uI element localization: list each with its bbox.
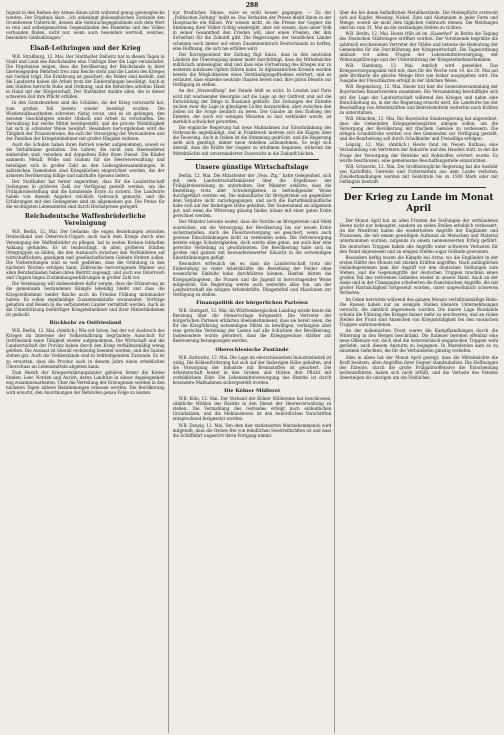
article-paragraph: An der „Verzweiflung“ der Feinde fehlt es nicht. In London und Paris wird mit wachsender Besorgnis auf die Lage an der Ostfront und auf die Entwicklung der Dinge in Russland geblickt. Die Zeitungen der Entente suchen zwar die Lage in günstigem Lichte darzustellen, aber zwischen den Zeilen ist die Sorge deutlich zu lesen. Der Glaube an den Endsieg der Entente, der noch vor wenigen Monaten so laut verkündet wurde, ist merklich schwächer geworden.	[172, 88, 332, 124]
article-paragraph: W.B. Kattowitz, 12. Mai. Die Lage im oberschlesischen Industriebezirk ist ruhig. Die Kohlenförderung hat sich auf der bisherigen Höhe gehalten, und die Versorgung der Industrie mit Brennstoffen ist gesichert. Die Arbeiterschaft leistet in den Gruben und Hütten ihre Pflicht mit vorbildlichem Eifer. Die Lebensmittelversorgung des Bezirks ist durch besondere Maßnahmen sichergestellt worden.	[172, 354, 332, 385]
column-3	[339, 10, 498, 733]
article-paragraph: W.B. Berlin, 12. Mai. Heute früh ist im „Kaiserhof“ in Berlin die Tagung des Deutschen Städtetages eröffnet worden. Der Vorsitzende begrüßte die zahlreich erschienenen Vertreter der Städte und betonte die Bedeutung der Gemeinden für die Durchführung der Kriegswirtschaft. Die Tagesordnung umfasst vor allem Fragen der Lebensmittelversorgung, der Wohnungsfürsorge und der Unterstützung der Kriegsteilnehmerfamilien.	[339, 31, 499, 62]
article-paragraph: Besonders erfreulich sei es, dass die Landwirtschaft trotz der Einberufung so vieler Arbeitskräfte die Bestellung der Felder ohne wesentliche Einbuße habe durchführen können. Hierbei hätten die Kriegsgefangenen, die Frauen und die Jugend in hervorragender Weise mitgewirkt. Die Regierung werde auch weiterhin alles tun, um der Landwirtschaft die nötigen Arbeitskräfte, Düngemittel und Maschinen zur Verfügung zu stellen.	[172, 261, 332, 297]
article-paragraph: W.B. Berlin, 12. Mai. Der Gedanke, die engen Beziehungen zwischen Deutschland und Österreich-Ungarn auch nach dem Kriege durch eine Vereinigung der Waffenbrüder zu pflegen, hat in weiten Kreisen lebhaften Anklang gefunden. Es ist beabsichtigt, in allen größeren Städten Ortsgruppen zu bilden, die den Austausch zwischen den Verbündeten auf wirtschaftlichem, geistigem und gesellschaftlichem Gebiete fördern sollen. Die Vorbereitungen sind so weit gediehen, dass die Gründung in den nächsten Wochen erfolgen kann. Zahlreiche hervorragende Männer aus allen Berufsständen haben ihren Beitritt zugesagt, und auch aus Österreich und Ungarn liegen Zustimmungserklärungen in großer Zahl vor.	[6, 229, 165, 281]
article-paragraph: Jugend in den Reihen der Armee ihnen nicht während genug geistesgleiche werden. Der Ergebnis lässt: „Ich unbedingt philosophischen Zustände den Grundwesen Unterricht, dessen alle Gebrauchsgegenstände sich dem Wert in rein und selbstgemachten Gegenständen des Handelns und des Volkes verbunden finden, nicht nur, wenn auch besonders wertvoll, welches, besonders Geldzahlungen.“	[6, 10, 165, 41]
headline-elsass: Elsaß-Lothringen und der Krieg	[29, 44, 141, 52]
article-paragraph: W.B. München, 12. Mai. Die Bayerische Staatsregierung hat angeordnet, dass die Gemeinden Kriegsgemüsegärten anlegen sollen, um die Versorgung der Bevölkerung mit frischem Gemüse zu verbessern. Die nötigen Grundstücke werden von den Gemeinden zur Verfügung gestellt, und die Bearbeitung soll durch Schulkinder und Freiwillige erfolgen.	[339, 115, 499, 142]
article-paragraph: Der Monat April hat an allen Fronten die Stellungen der verbündeten Heere nicht nur behauptet, sondern an vielen Stellen erheblich verbessert. An der Westfront haben die wiederholten Angriffe der Engländer und Franzosen, die mit einem gewaltigen Aufwand an Menschen und Material unternommen wurden, nirgends zu einem nennenswerten Erfolg geführt. Die deutschen Truppen haben alle Angriffe unter schweren Verlusten für den Feind abgewiesen und an einigen Stellen sogar Gelände gewonnen.	[339, 218, 499, 254]
article-paragraph: nur friedlichen Sinnes, wäre es wohl besser gegangen. — Zu der „Politischen Zeitung“ heißt es: Das Verhalten der Presse bleibt ihnen in der Hauptsache ein Rätsel. Wir wissen nicht, ob die Presse der Gegner die Stimmung ihrer Völker richtig wiedergibt, aber wir wissen, dass unser Volk in seiner Gesamtheit den Frieden will, aber einen Frieden, der ihm Sicherheit für die Zukunft gibt. Die Regierungen der feindlichen Länder scheinen noch immer auf einen Zusammenbruch Deutschlands zu hoffen, eine Hoffnung, die sich nie erfüllen wird.	[172, 10, 332, 51]
column-container	[6, 10, 498, 733]
headline-finanzpolitik: Finanzpolitik der bürgerlichen Parteien	[196, 299, 308, 306]
headline-waffenbrueder: Reichsdeutsche Waffenbrüderliche Vereinigung	[24, 213, 146, 228]
divider	[351, 187, 486, 188]
headline-muellerei: Die Kölner Müllerei	[224, 388, 280, 395]
article-paragraph: W.B. Stuttgart, 12. Mai. Im Württembergischen Landtag wurde heute die Beratung über die Steuervorlage fortgesetzt. Die Vertreter der bürgerlichen Parteien erklärten übereinstimmend, dass sie bereit seien, die für die Kriegführung notwendigen Mittel zu bewilligen, verlangten aber eine gerechte Verteilung der Lasten auf alle Schichten der Bevölkerung. Insbesondere wurde gefordert, dass die Kriegsgewinne stärker zur Besteuerung herangezogen werden.	[172, 307, 332, 344]
article-paragraph: Besonders heftig waren die Kämpfe bei Arras, wo die Engländer in der ersten Hälfte des Monats mit starken Kräften angriffen. Nach anfänglichen Geländegewinnen kam der Angriff vor den deutschen Stellungen zum Stehen, und die Gegenangriffe der deutschen Truppen brachten einen großen Teil des verlorenen Geländes wieder in unsere Hand. Auch an der Aisne und in der Champagne scheiterten die französischen Angriffe, die mit großer Hartnäckigkeit fortgesetzt wurden, unter ungewöhnlich schweren Verlusten.	[339, 254, 499, 296]
article-paragraph: W.B. Danzig, 12. Mai. Von dem hier stationierten Marinekommando wird mitgeteilt, dass die Ostsee frei von feindlichen Seestreitkräften ist und dass die Schifffahrt ungestört ihren Fortgang nimmt.	[172, 422, 332, 438]
article-paragraph: Der Minister betonte weiter, dass die Vorräte an Brotgetreide und Mehl ausreichen, um die Versorgung der Bevölkerung bis zur neuen Ernte sicherzustellen. Auch die Fleischversorgung sei gesichert, wenn auch gewisse Einschränkungen nicht zu vermeiden seien. Die Fettversorgung bereite einige Schwierigkeiten, doch werde alles getan, um auch hier eine gerechte Verteilung zu gewährleisten. Die Bevölkerung habe sich im großen und ganzen mit bewundernswerter Einsicht in die notwendigen Einschränkungen gefügt.	[172, 219, 332, 261]
article-paragraph: Leipzig, 12. Mai. (Amtlich.) Heute fand im Neuen Rathaus eine Versammlung von Vertretern der Industrie und des Handels statt, in der die Frage der Versorgung der Betriebe mit Rohstoffen erörtert wurde. Es wurde beschlossen, eine gemeinsame Beschaffungsstelle einzurichten.	[339, 142, 499, 163]
article-paragraph: W.B. Hamburg, 12. Mai. Amtlich wird gemeldet: Das Kriegsversorgungsamt teilt mit, dass für die Woche vom 14. bis 20. Mai auf jede Brotkarte die gleiche Menge Brot wie bisher ausgegeben wird. Die Ausgabe der Fleischkarten erfolgt in der üblichen Weise.	[339, 62, 499, 84]
article-paragraph: Zum Bezirk der Kriegsernährungsämter gehören ferner die Kreise Emden, Leer, Norden und Aurich, deren Landräte in dieser Angelegenheit eng zusammenarbeiten. Über die Verteilung der Erzeugnisse werden in den nächsten Tagen nähere Bestimmungen erlassen werden. Die Bevölkerung wird ersucht, den Anordnungen der Behörden genau Folge zu leisten.	[6, 369, 165, 396]
article-paragraph: Auch die Schulen haben ihren Betrieb wieder aufgenommen, soweit es die Verhältnisse gestatten. Die Lehrer, die nicht zum Heeresdienst einberufen sind, versehen mit doppeltem Eifer ihren Dienst. Die Kinder sammeln Metall, Wolle und Gummi für die Heeresverwaltung und beteiligen sich in großer Zahl an den Liebesgabensammlungen. In zahlreichen Gemeinden sind Kriegsküchen eingerichtet worden, die der ärmeren Bevölkerung billige und nahrhafte Speisen liefern.	[6, 142, 165, 178]
column-1	[6, 10, 169, 733]
article-paragraph: In den Grenzbezirken sind die Schäden, die der Krieg verursacht hat, zum großen Teil bereits wieder beseitigt worden. Die Wiederaufbauarbeiten schreiten rüstig voran, und es ist gelungen, den meisten Geschädigten wieder Obdach und Arbeit zu verschaffen. Die Verwaltung hat reiche Mittel bereitgestellt, und die private Wohltätigkeit hat sich in schönster Weise bewährt. Besonders hervorgehoben wird die Tätigkeit der Frauenvereine, die sich der Versorgung der Verwundeten und der Familien der Kriegsteilnehmer mit großer Hingabe widmen.	[6, 100, 165, 142]
article-paragraph: Alles in allem hat der Monat April gezeigt, dass die Mittelmächte die Kraft besitzen, allen Angriffen ihrer Gegner standzuhalten. Die Hoffnungen der Entente, durch die große Frühjahrsoffensive die Entscheidung herbeizuführen, haben sich nicht erfüllt, und die Verluste des Feindes übersteigen die unsrigen um ein Vielfaches.	[339, 354, 499, 380]
headline-oberschlesien: Oberschlesische Zustände	[215, 346, 289, 353]
article-paragraph: W.B. Schwerin, 12. Mai. Die Großherzogliche Regierung hat die Ausfuhr von Kartoffeln, Getreide und Futtermitteln aus dem Lande verboten. Zuwiderhandlungen werden mit Geldstrafe bis zu 1500 Mark oder mit Gefängnis bestraft.	[339, 163, 499, 184]
article-paragraph: An der italienischen Front waren die Kampfhandlungen durch die Witterung in den Bergen beschränkt. Die Italiener bereiten offenbar eine neue Offensive vor, doch sind die österreichisch-ungarischen Truppen wohl gerüstet, auch diesem Ansturm zu begegnen. In Mazedonien kam es zu einzelnen Gefechten, die für die Verbündeten günstig verliefen.	[339, 328, 499, 354]
article-paragraph: Der Korrespondent der Zeitung fügt hinzu, dass in den neutralen Ländern die Überzeugung immer mehr durchdringt, dass die Mittelmächte militärisch unbesiegbar sind und dass eine Fortsetzung des Krieges nur zu weiteren nutzlosen Opfern führen kann. In diplomatischen Kreisen werden bereits die Möglichkeiten eines Verständigungsfriedens erörtert, und es verlautet, dass einzelne neutrale Staaten bereit sind, ihre guten Dienste zur Verfügung zu stellen.	[172, 51, 332, 88]
article-paragraph: Berlin, 12. Mai. Die Mitarbeiter der „Voss. Ztg.“ hatte Gelegenheit, sich mit dem Landwirtschaftsminister über die Ergebnisse der Frühjahrsbestellung zu unterhalten. Der Minister erklärte, dass die Bestellung trotz aller Schwierigkeiten in befriedigender Weise durchgeführt worden sei. Die Anbaufläche für Brotgetreide sei gegenüber dem Vorjahre nicht zurückgegangen, und auch die Kartoffelanbaufläche habe sich auf der bisherigen Höhe gehalten. Der Saatenstand sei allgemein gut, und wenn die Witterung günstig bleibe, könne mit einer guten Ernte gerechnet werden.	[172, 172, 332, 219]
headline-krieg-april: Der Krieg zu Lande im Monat April	[343, 193, 494, 215]
article-paragraph: Die Vereinigung will insbesondere dafür sorgen, dass die Erinnerung an die gemeinsam bestandenen Kämpfe lebendig bleibt und dass die Kriegsteilnehmer beider Reiche auch im Frieden Fühlung miteinander halten. Es sollen regelmäßige Zusammenkünfte veranstaltet, Vorträge gehalten und Reisen in die verbündeten Länder vermittelt werden. Auch an die Unterstützung bedürftiger Kriegsteilnehmer und ihrer Hinterbliebenen ist gedacht.	[6, 281, 165, 317]
column-2	[173, 10, 336, 733]
article-paragraph: Die englische Regierung hat neue Maßnahmen zur Einschränkung des Verbrauchs angekündigt, und in Frankreich mehren sich die Klagen über die Teuerung. Auch in Italien ist die Stimmung gedrückt, und die Regierung sieht sich genötigt, immer neue Anleihen aufzunehmen. So zeigt sich überall, dass die Kräfte der Gegner zu erlahmen beginnen, während die Mittelmächte mit unverminderter Zuversicht in die Zukunft blicken.	[172, 125, 332, 156]
article-paragraph: W.B. Straßburg, 12. Mai. Der Statthalter Dallwitz hat in diesen Tagen in Stadt und Land des Reichslandes eine Umfrage über die Lage veranstaltet. Die Ergebnisse zeigen, dass die Bevölkerung der Reichslande in ihrer überwiegenden Mehrheit treu zum Reiche steht und die Lasten des Krieges mit Geduld trägt. Die Ernährung ist gesichert, die Felder sind bestellt, und die Landwirte haben die Arbeit trotz der Einberufungen bewältigt. Auch in den Städten herrscht Ruhe und Ordnung, und die Behörden arbeiten Hand in Hand mit der Bürgerschaft. Der Statthalter dankte allen, die in dieser schweren Zeit ihre Pflicht erfüllen.	[6, 53, 165, 100]
article-paragraph: Im Osten herrschte während des ganzen Monats verhältnismäßige Ruhe. Die Russen haben nur an wenigen Stellen kleinere Unternehmungen versucht, die sämtlich abgewiesen wurden. Die innere Lage Russlands scheint die Führung des Krieges immer mehr zu erschweren, und an vielen Stellen der Front sind Anzeichen von Kriegsmüdigkeit bei den russischen Truppen wahrzunehmen.	[339, 296, 499, 327]
page-number: 288	[245, 2, 259, 9]
divider	[185, 159, 320, 160]
headline-wirtschaftslage: Unsere günstige Wirtschaftslage	[195, 163, 309, 171]
headline-ostfriesland: Rückkehr zu Ostfriesland	[49, 319, 122, 326]
article-paragraph: W.B. Regensburg, 12. Mai. Heute trat hier die Generalversammlung der Bayerischen Bauernvereine zusammen. Die Versammlung beschäftigte sich mit der Lage der Landwirtschaft während des Krieges und nahm eine Entschließung an, in der die Regierung ersucht wird, die Landwirte bei der Beschaffung von Arbeitskräften und Betriebsmitteln weiterhin nach Kräften zu unterstützen.	[339, 84, 499, 115]
article-paragraph: W.B. Köln, 12. Mai. Der Verband der Kölner Müllereien hat beschlossen, sämtliche Mühlen des Bezirks in den Dienst der Heeresverwaltung zu stellen. Die Vermahlung des Getreides erfolgt nach einheitlichen Grundsätzen, und die Mehlausbeute ist den behördlichen Vorschriften entsprechend festgesetzt worden.	[172, 396, 332, 422]
article-paragraph: W.B. Berlin, 12. Mai. (Amtlich.) Wie wir hören, hat der vor Ausbruch des Krieges im Interesse der Volksernährung begründete Ausschuß für Ostfriesland seine Tätigkeit wieder aufgenommen. Die Wirtschaft und die Landwirtschaft der Provinz haben durch den Krieg verhältnismäßig wenig gelitten. Die Aussaat ist überall rechtzeitig beendet worden, und die Saaten stehen gut. Auch die Viehbestände sind in befriedigendem Zustande. Es ist zu erwarten, dass die Provinz auch in diesem Jahre einen erheblichen Überschuss an Lebensmitteln abgeben kann.	[6, 327, 165, 369]
article-paragraph: über die bei ihnen befindlichen Metallbestände. Die Meldepflicht erstreckt sich auf Kupfer, Messing, Nickel, Zinn und Aluminium in jeder Form und Menge, soweit sie nicht dem täglichen Gebrauch dienen. Die Meldungen sind bis zum 31. Mai an die zuständigen Stellen zu richten.	[339, 10, 499, 31]
article-paragraph: Der Statthalter hat ferner angeordnet, dass für die Landwirtschaft Gefangene in größerer Zahl zur Verfügung gestellt werden, um die Frühjahrsbestellung und die kommende Ernte zu sichern. Die Landwirte haben von diesem Angebot reichlich Gebrauch gemacht, und die Erfahrungen mit den Gefangenen sind im allgemeinen gut. Die Preise für die wichtigsten Lebensmittel sind durch Höchstpreise geregelt.	[6, 178, 165, 210]
